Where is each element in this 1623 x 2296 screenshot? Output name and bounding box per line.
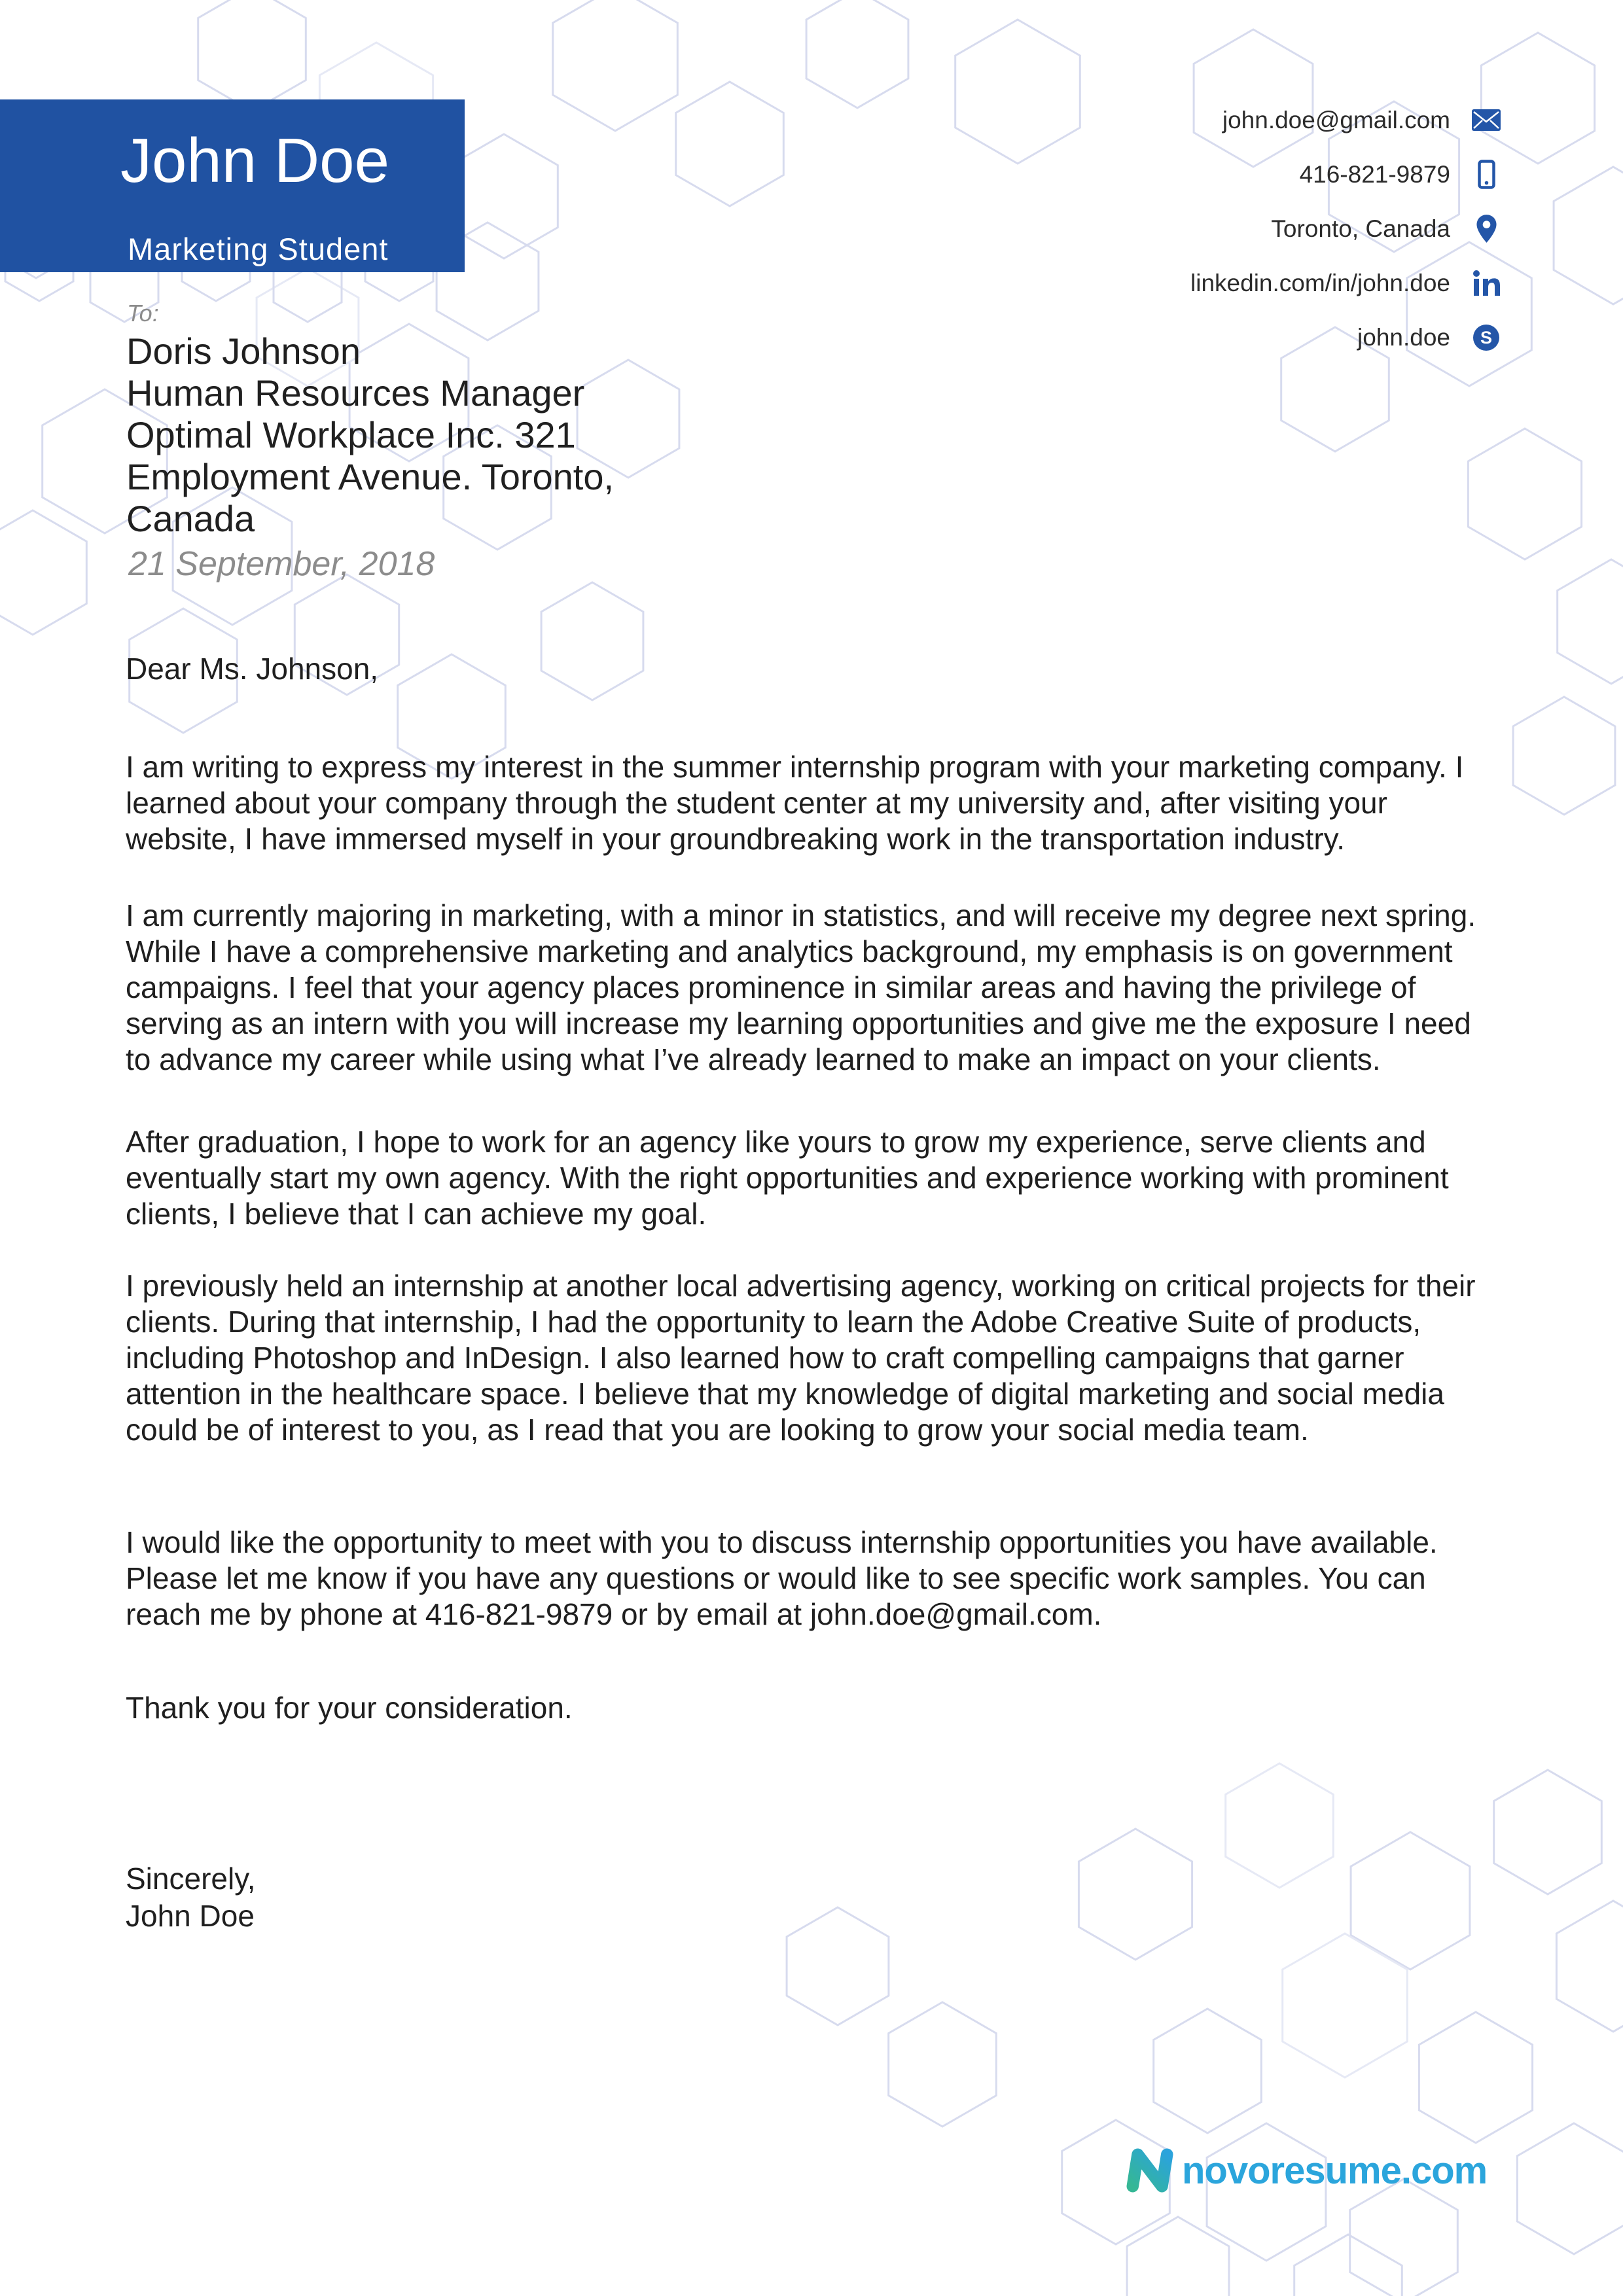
letter-paragraph-3: After graduation, I hope to work for an agency like yours to grow my experience, serve clients and eventually start my own agency. With the right opportunities and experience working with prominent clients, I believe that I can achieve my goal. bbox=[126, 1125, 1449, 1231]
novoresume-logo bbox=[1126, 2147, 1487, 2193]
person-title: Marketing Student bbox=[128, 232, 389, 266]
contact-row-linkedin bbox=[1190, 256, 1501, 310]
recipient-address bbox=[126, 330, 614, 540]
closing: Sincerely, bbox=[126, 1862, 256, 1896]
contact-linkedin-value: linkedin.com/in/john.doe bbox=[1190, 269, 1450, 296]
thanks-line: Thank you for your consideration. bbox=[126, 1691, 573, 1725]
signature: John Doe bbox=[126, 1899, 255, 1933]
person-name: John Doe bbox=[120, 126, 389, 196]
recipient-line: Doris Johnson bbox=[126, 330, 361, 372]
recipient-line: Employment Avenue. Toronto, bbox=[126, 456, 615, 497]
contact-row-phone bbox=[1190, 147, 1501, 202]
skype-icon bbox=[1472, 323, 1501, 352]
contact-row-skype bbox=[1190, 310, 1501, 364]
letter-date: 21 September, 2018 bbox=[128, 545, 435, 583]
closing-block bbox=[126, 1860, 1486, 1935]
recipient-line: Canada bbox=[126, 498, 255, 539]
to-label: To: bbox=[127, 300, 159, 327]
salutation: Dear Ms. Johnson, bbox=[126, 652, 379, 686]
svg-text:S: S bbox=[1480, 327, 1493, 347]
novoresume-wordmark: novoresume.com bbox=[1182, 2149, 1488, 2192]
contact-phone-value: 416-821-9879 bbox=[1299, 160, 1450, 188]
email-icon bbox=[1472, 109, 1501, 131]
phone-icon bbox=[1472, 160, 1501, 189]
novoresume-n-icon bbox=[1126, 2147, 1174, 2193]
location-icon bbox=[1472, 214, 1501, 243]
linkedin-icon bbox=[1472, 270, 1501, 296]
letter-body bbox=[126, 651, 1486, 1935]
contact-skype-value: john.doe bbox=[1357, 323, 1450, 351]
contact-info bbox=[1190, 93, 1501, 364]
contact-row-location bbox=[1190, 202, 1501, 256]
letter-paragraph-4: I previously held an internship at another local advertising agency, working on critical projects for their clients. During that internship, I had the opportunity to learn the Adobe Creative Suite of products, including Photoshop and InDesign. I also learned how to craft compelling campaigns that garner attention in the healthcare space. I believe that my knowledge of digital marketing and social media could be of interest to you, as I read that you are looking to grow your social media team. bbox=[126, 1269, 1476, 1447]
letter-paragraph-2: I am currently majoring in marketing, with a minor in statistics, and will receive my degree next spring. While I have a comprehensive marketing and analytics background, my emphasis is on government campaigns. I feel that your agency places prominence in similar areas and having the privilege of serving as an intern with you will increase my learning opportunities and give me the exposure I need to advance my career while using what I’ve already learned to make an impact on your clients. bbox=[126, 898, 1476, 1076]
letter-paragraph-1: I am writing to express my interest in the summer internship program with your marketing company. I learned about your company through the student center at my university and, after visiting your website, I have immersed myself in your groundbreaking work in the transportation industry. bbox=[126, 750, 1464, 856]
letter-paragraph-5: I would like the opportunity to meet with you to discuss internship opportunities you have available. Please let me know if you have any questions or would like to see specific work samples. You can reach me by phone at 416-821-9879 or by email at john.doe@gmail.com. bbox=[126, 1525, 1438, 1631]
contact-row-email bbox=[1190, 93, 1501, 147]
contact-email-value: john.doe@gmail.com bbox=[1222, 106, 1450, 133]
recipient-line: Optimal Workplace Inc. 321 bbox=[126, 414, 576, 455]
contact-location-value: Toronto, Canada bbox=[1271, 215, 1450, 242]
recipient-line: Human Resources Manager bbox=[126, 372, 585, 414]
name-banner bbox=[0, 99, 465, 272]
